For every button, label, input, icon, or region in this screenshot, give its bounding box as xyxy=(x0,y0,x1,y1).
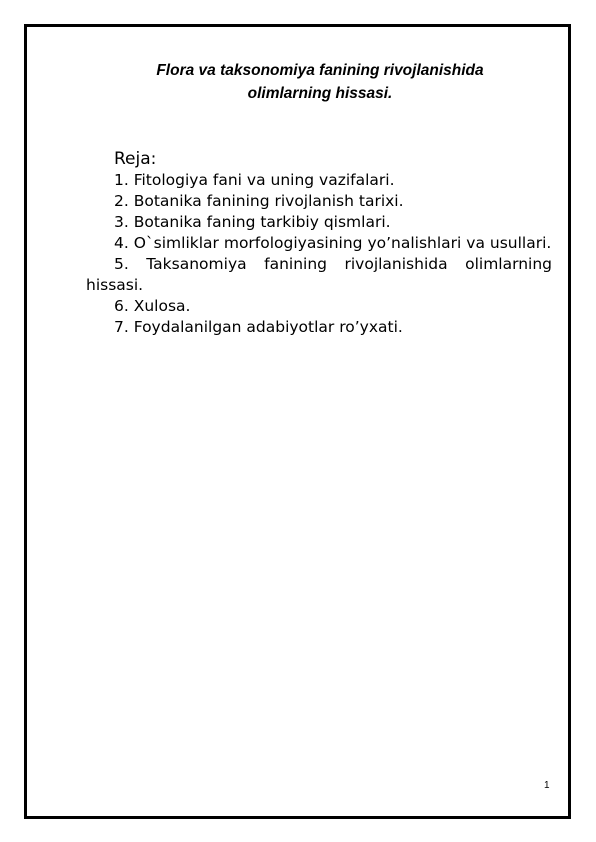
plan-item-2: 2. Botanika fanining rivojlanish tarixi. xyxy=(114,192,404,210)
plan-item-5: 5. Taksanomiya fanining rivojlanishida olimlarning hissasi. xyxy=(86,255,552,294)
page-border xyxy=(24,24,571,819)
title-line-2: olimlarning hissasi. xyxy=(247,85,393,102)
plan-item-1: 1. Fitologiya fani va uning vazifalari. xyxy=(114,171,395,189)
document-title xyxy=(110,59,530,105)
plan-item-6: 6. Xulosa. xyxy=(114,297,191,315)
plan-item-4: 4. O`simliklar morfologiyasining yo’nalishlari va usullari. xyxy=(114,234,552,252)
page-number: 1 xyxy=(544,780,550,791)
plan-item-7: 7. Foydalanilgan adabiyotlar ro’yxati. xyxy=(114,318,403,336)
plan-section xyxy=(86,148,552,338)
title-line-1: Flora va taksonomiya fanining rivojlanishida xyxy=(156,62,484,79)
plan-item-3: 3. Botanika faning tarkibiy qismlari. xyxy=(114,213,391,231)
plan-heading: Reja: xyxy=(114,149,157,169)
